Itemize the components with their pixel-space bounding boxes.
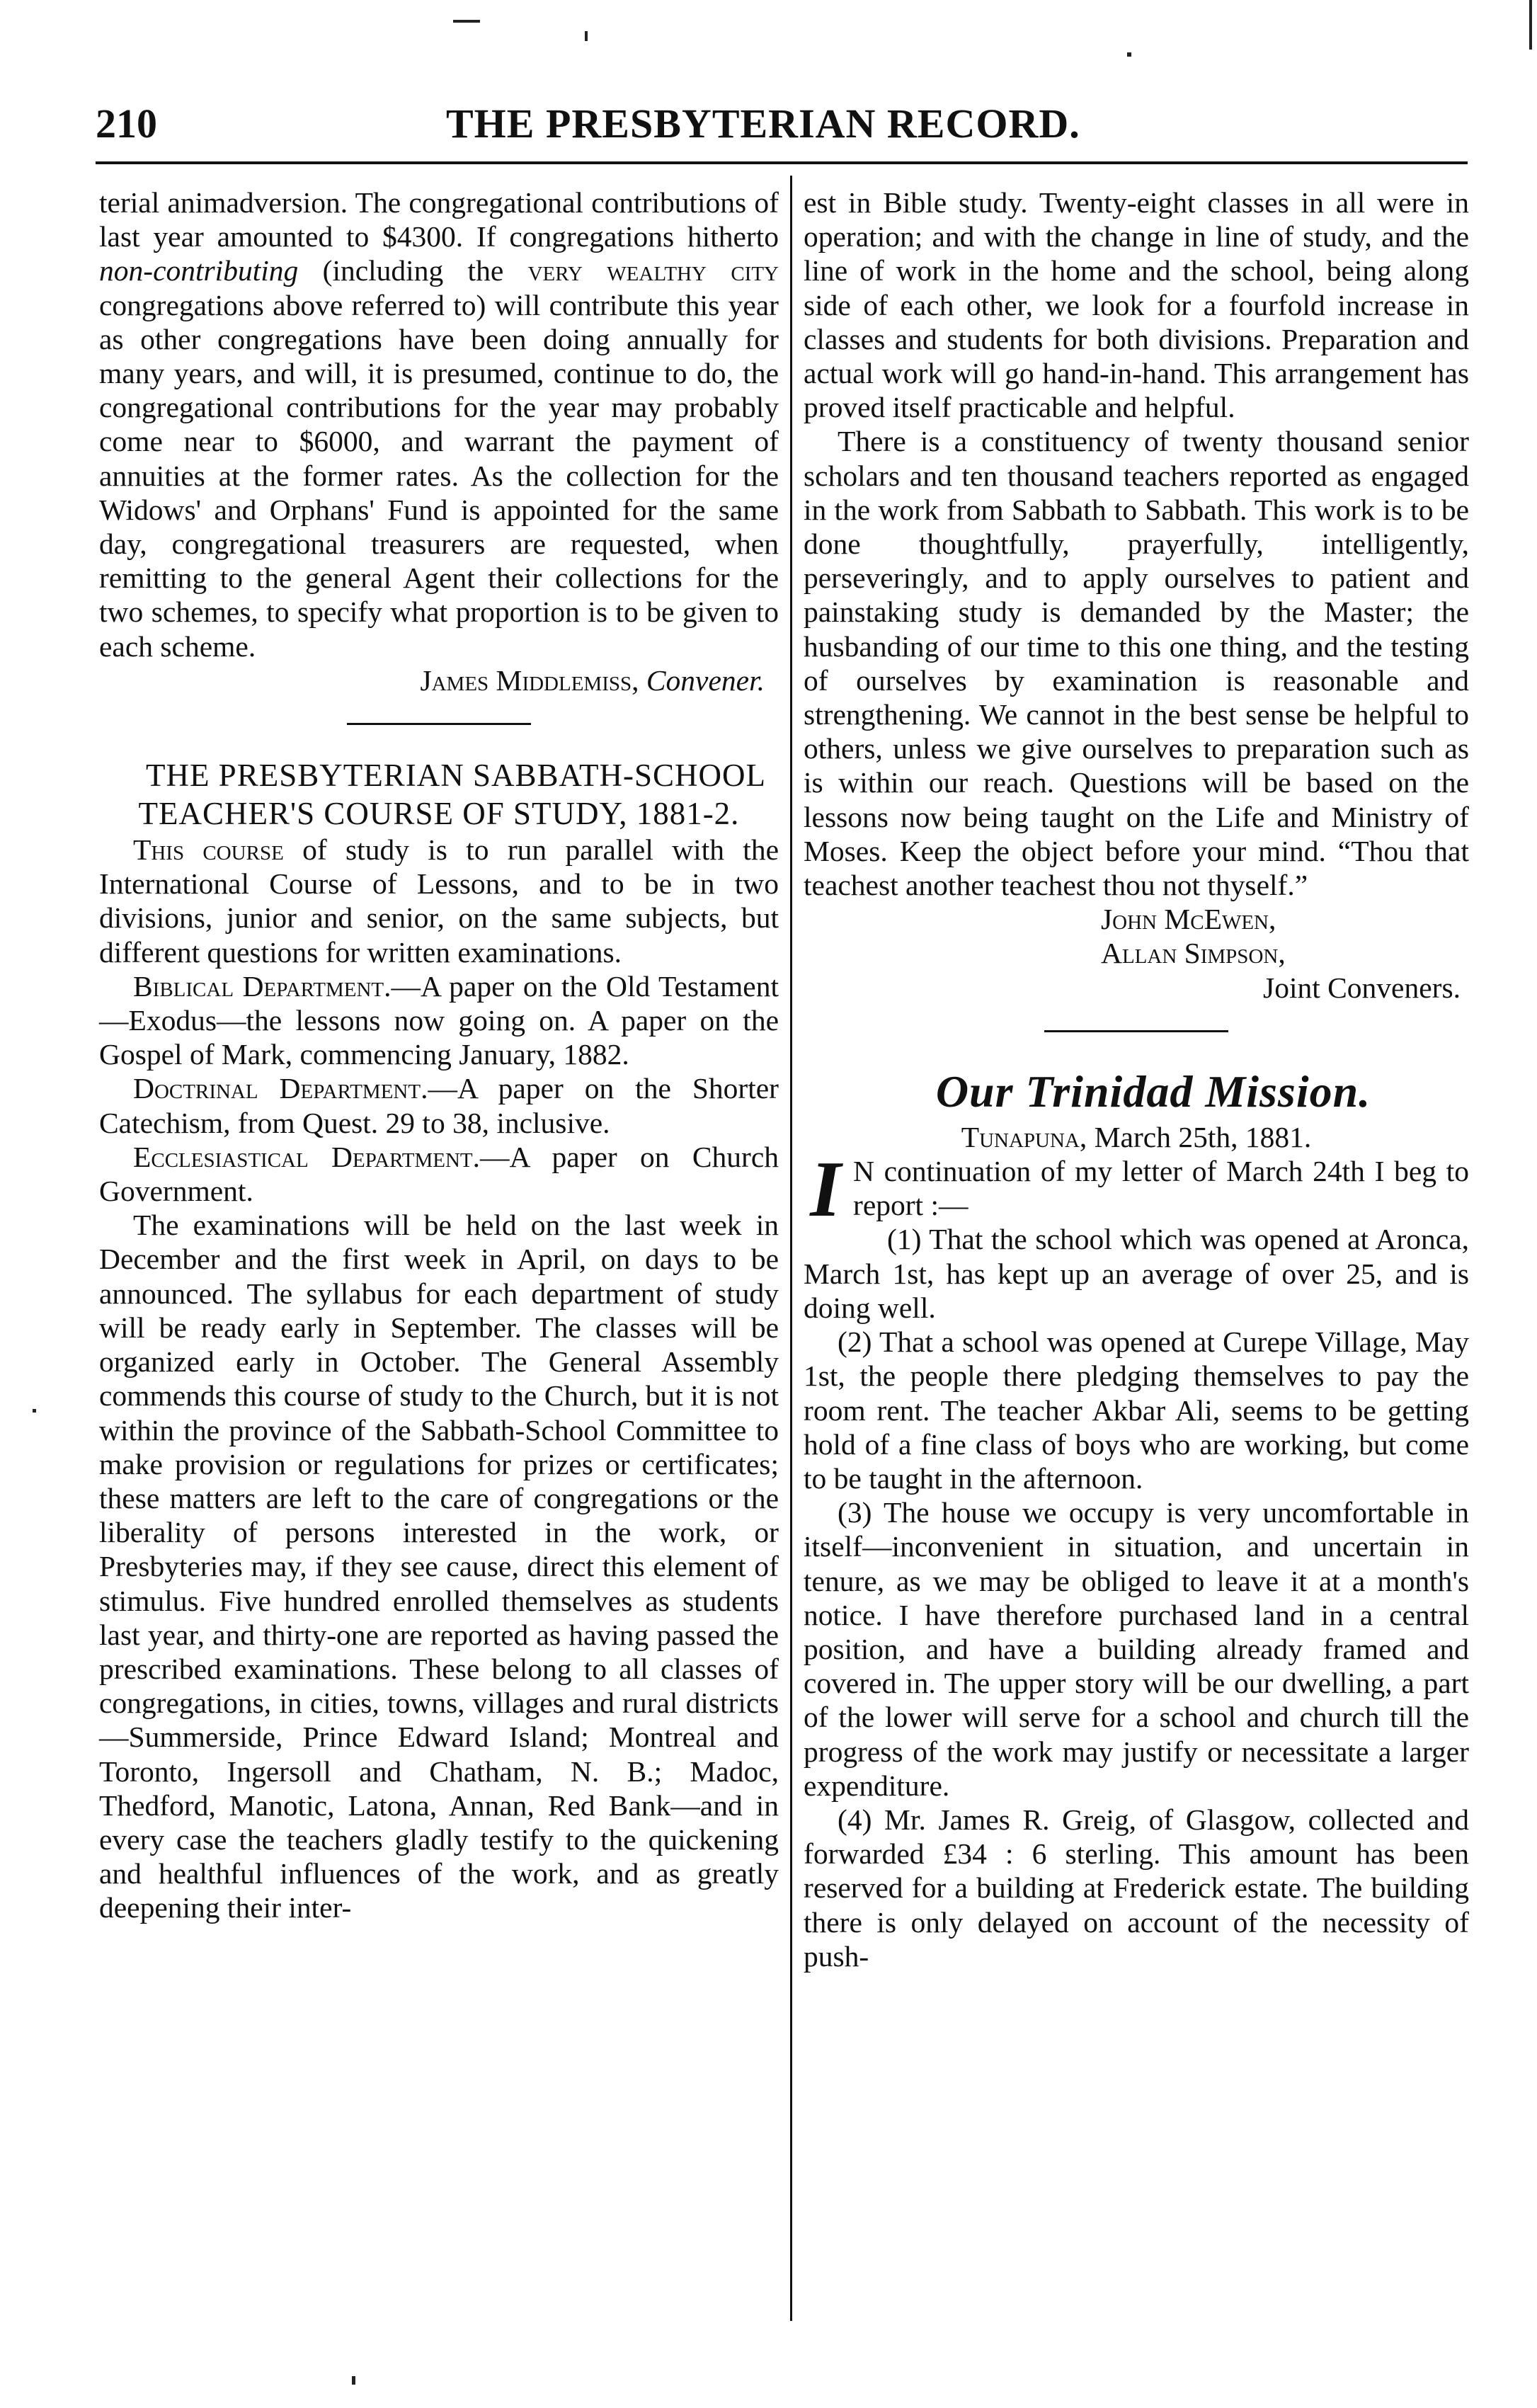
paragraph: Ecclesiastical Department.—A paper on Church Government. (99, 1140, 779, 1208)
section-heading: Our Trinidad Mission. (935, 1066, 1371, 1117)
paragraph: The examinations will be held on the last week in December and the first week in April, on days to be announced. The syllabus for each department of study will be ready early in September. The classes will be organized early in October. The General Assembly commends this course of study to the Church, but it is not within the province of the Sabbath-School Committee to make provision or regulations for prizes or certificates; these matters are left to the care of congregations or the liberality of persons interested in the work, or Presbyteries may, if they see cause, direct this element of stimulus. Five hundred enrolled themselves as students last year, and thirty-one are reported as having passed the prescribed examinations. These belong to all classes of congregations, in cities, towns, villages and rural districts—Summerside, Prince Edward Island; Montreal and Toronto, Ingersoll and Chatham, N. B.; Madoc, Thedford, Manotic, Latona, Annan, Red Bank—and in every case the teachers gladly testify to the quickening and healthful influences of the work, and as greatly deepening their inter- (99, 1209, 779, 1924)
signature: James Middlemiss, Convener. (420, 663, 765, 697)
left-column (99, 186, 779, 1925)
paragraph: est in Bible study. Twenty-eight classes in all were in operation; and with the change in line of study, and the line of work in the home and the school, being along side of each other, we look for a fourfold increase in classes and students for both divisions. Preparation and actual work will go hand-in-hand. This arrangement has proved itself practicable and helpful. (804, 186, 1469, 424)
column-divider (790, 176, 792, 2321)
print-mark (352, 2376, 355, 2385)
print-mark (33, 1409, 36, 1413)
drop-cap: I (810, 1146, 841, 1234)
page-header (96, 99, 1465, 156)
paragraph: terial animadversion. The congregational contributions of last year amounted to $4300. If congregations hitherto non-contributing (including the very wealthy city congregations above referred to) will contribute this year as other congregations have been doing annually for many years, and will, it is presumed, continue to do, the congregational contributions for the year may probably come near to $6000, and warrant the payment of annuities at the former rates. As the collection for the Widows' and Orphans' Fund is appointed for the same day, congregational treasurers are requested, when remitting to the general Agent their collections for the two schemes, to specify what proportion is to be given to each scheme. (99, 186, 779, 663)
paragraph: Biblical Department.—A paper on the Old Testament—Exodus—the lessons now going on. A paper on the Gospel of Mark, commencing January, 1882. (99, 969, 779, 1071)
section-heading: THE PRESBYTERIAN SABBATH-SCHOOL TEACHER'S COURSE OF STUDY, 1881-2. (138, 758, 767, 832)
running-head: THE PRESBYTERIAN RECORD. (446, 101, 1080, 147)
list-item: (4) Mr. James R. Greig, of Glasgow, collected and forwarded £34 : 6 sterling. This amount has been reserved for a building at Frederick estate. The building there is only delayed on account of the necessity of push- (804, 1803, 1469, 1973)
paragraph: I N continuation of my letter of March 24th I beg to report :— (804, 1154, 1469, 1222)
signature-role: Joint Conveners. (1263, 971, 1461, 1004)
section-divider (1044, 1030, 1228, 1032)
page-number: 210 (96, 101, 157, 147)
paragraph: There is a constituency of twenty thousand senior scholars and ten thousand teachers reported as engaged in the work from Sabbath to Sabbath. This work is to be done thoughtfully, prayerfully, intelligently, perseveringly, and to apply ourselves to patient and painstaking study is demanded by the Master; the husbanding of our time to this one thing, and the testing of ourselves by examination is reasonable and strengthening. We cannot in the best sense be helpful to others, unless we give ourselves to preparation such as is within our reach. Questions will be based on the lessons now being taught on the Life and Ministry of Moses. Keep the object before your mind. “Thou that teachest another teachest thou not thyself.” (804, 425, 1469, 902)
signature: Allan Simpson, (1101, 937, 1286, 970)
dateline: Tunapuna, March 25th, 1881. (961, 1120, 1312, 1153)
list-item: (3) The house we occupy is very uncomfortable in itself—inconvenient in situation, and uncertain in tenure, as we may be obliged to leave it at a month's notice. I have therefore purchased land in a central position, and have a building already framed and covered in. The upper story will be our dwelling, a part of the lower will serve for a school and church till the progress of the work may justify or necessitate a larger expenditure. (804, 1496, 1469, 1802)
paragraph: This course of study is to run parallel with the International Course of Lessons, and to be in two divisions, junior and senior, on the same subjects, but different questions for written examinations. (99, 833, 779, 969)
print-mark (453, 20, 480, 23)
paragraph: Doctrinal Department.—A paper on the Shorter Catechism, from Quest. 29 to 38, inclusive. (99, 1072, 779, 1139)
header-rule (96, 161, 1468, 164)
print-mark (1127, 52, 1131, 57)
right-column (804, 186, 1469, 1973)
print-mark (585, 31, 588, 41)
print-mark (1529, 0, 1532, 50)
list-item: (1) That the school which was opened at Aronca, March 1st, has kept up an average of over 25, and is doing well. (804, 1223, 1469, 1324)
list-item: (2) That a school was opened at Curepe Village, May 1st, the people there pledging themselves to pay the room rent. The teacher Akbar Ali, seems to be getting hold of a fine class of boys who are working, but come to be taught in the afternoon. (804, 1325, 1469, 1495)
section-divider (347, 723, 531, 725)
signature: John McEwen, (1101, 903, 1276, 936)
